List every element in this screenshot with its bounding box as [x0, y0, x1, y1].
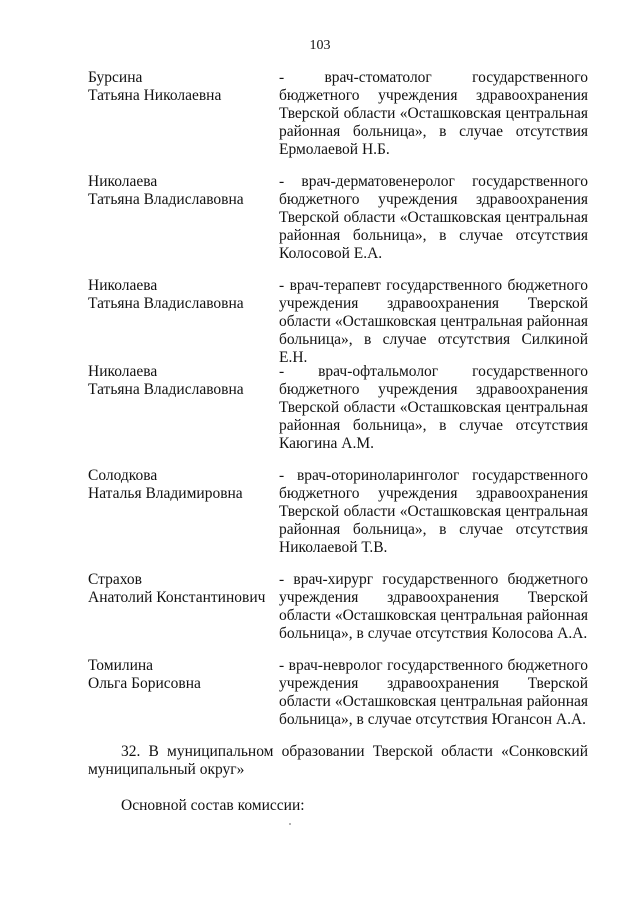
member-surname: Томилина — [88, 657, 154, 674]
member-given-names: Наталья Владимировна — [88, 485, 243, 502]
member-surname: Бурсина — [88, 69, 143, 86]
member-name — [88, 277, 278, 313]
member-name — [88, 467, 278, 503]
scan-speck — [289, 823, 291, 825]
member-given-names: Татьяна Владиславовна — [88, 295, 244, 312]
member-given-names: Татьяна Николаевна — [88, 87, 222, 104]
member-role: - врач-дерматовенеролог государственного бюджетного учреждения здравоохранения Тверской области «Осташковская центральная районная больница», в случае отсутствия Колосовой Е.А. — [279, 173, 588, 262]
member-role: - врач-хирург государственного бюджетного учреждения здравоохранения Тверской области «Осташковская центральная районная больница», в случае отсутствия Колосова А.А. — [279, 571, 588, 642]
member-name — [88, 69, 278, 105]
member-given-names: Ольга Борисовна — [88, 675, 201, 692]
member-name — [88, 571, 278, 607]
member-surname: Солодкова — [88, 467, 158, 484]
member-given-names: Татьяна Владиславовна — [88, 191, 244, 208]
member-surname: Николаева — [88, 173, 158, 190]
member-role: - врач-невролог государственного бюджетного учреждения здравоохранения Тверской области «Осташковская центральная районная больница», в случае отсутствия Югансон А.А. — [279, 657, 588, 728]
member-role: - врач-терапевт государственного бюджетного учреждения здравоохранения Тверской области «Осташковская центральная районная больница», в случае отсутствия Силкиной Е.Н. — [279, 277, 588, 366]
member-name — [88, 173, 278, 209]
member-role: - врач-оториноларинголог государственного бюджетного учреждения здравоохранения Тверской области «Осташковская центральная районная больница», в случае отсутствия Николаевой Т.В. — [279, 467, 588, 556]
member-surname: Николаева — [88, 363, 158, 380]
member-role: - врач-офтальмолог государственного бюджетного учреждения здравоохранения Тверской области «Осташковская центральная районная больница», в случае отсутствия Каюгина А.М. — [279, 363, 588, 452]
member-name — [88, 363, 278, 399]
page-number: 103 — [309, 38, 331, 53]
member-surname: Страхов — [88, 571, 142, 588]
member-given-names: Анатолий Константинович — [88, 589, 266, 606]
member-given-names: Татьяна Владиславовна — [88, 381, 244, 398]
member-name — [88, 657, 278, 693]
member-surname: Николаева — [88, 277, 158, 294]
commission-subheading: Основной состав комиссии: — [121, 797, 305, 814]
section-heading: 32. В муниципальном образовании Тверской области «Сонковский муниципальный округ» — [88, 743, 588, 778]
member-role: - врач-стоматолог государственного бюджетного учреждения здравоохранения Тверской области «Осташковская центральная районная больница», в случае отсутствия Ермолаевой Н.Б. — [279, 69, 588, 158]
